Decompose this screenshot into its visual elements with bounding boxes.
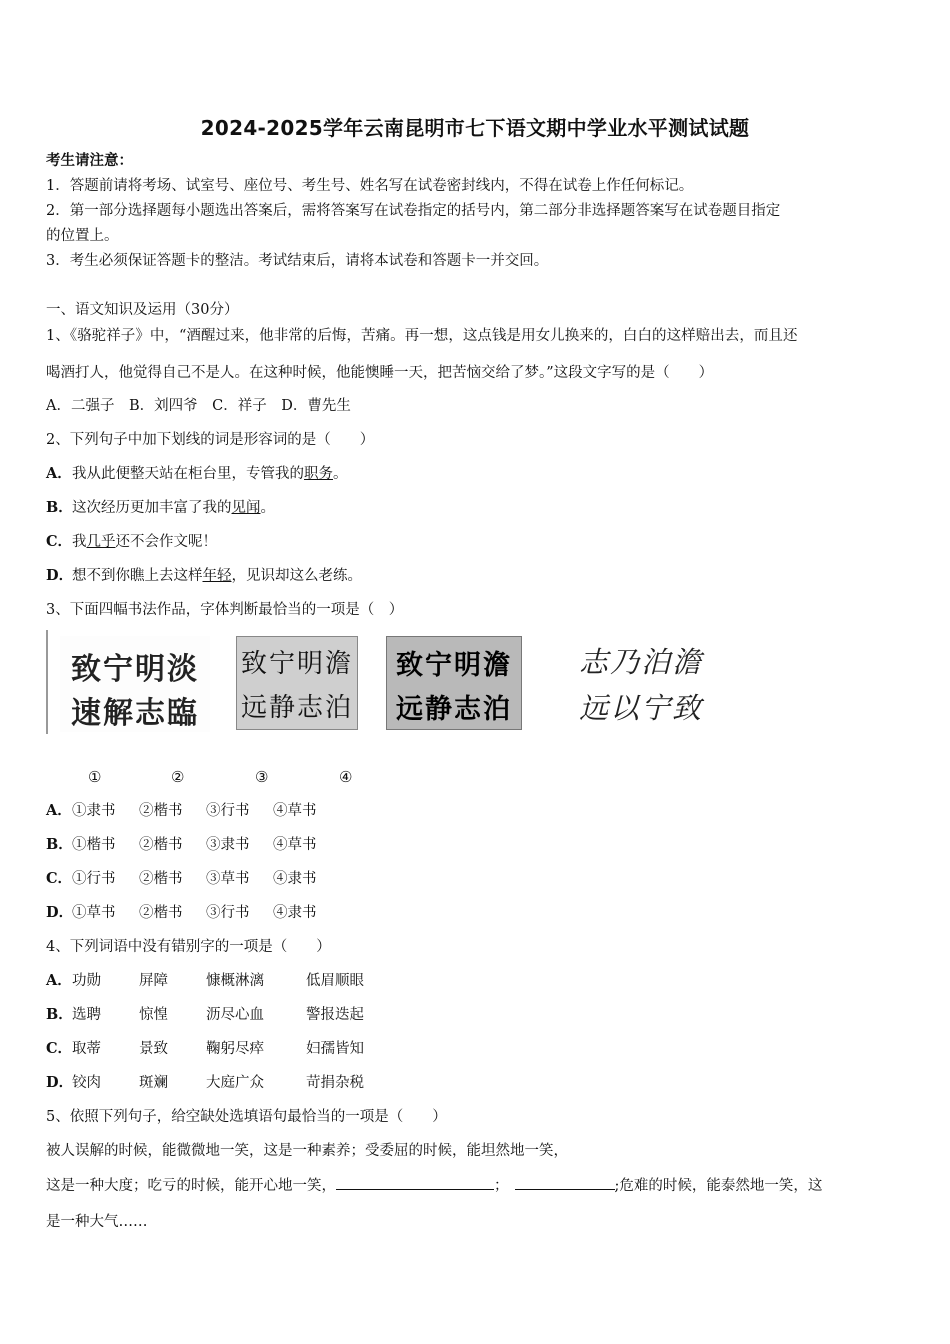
q5-line2 <box>46 1175 822 1196</box>
option-cell: ①隶书 <box>72 803 116 819</box>
notice-item-3: 3．考生必须保证答题卡的整洁。考试结束后，请将本试卷和答题卡一并交回。 <box>46 253 549 269</box>
option-cell: 妇孺皆知 <box>306 1041 364 1057</box>
q4-option-d <box>46 1073 364 1093</box>
fill-blank-1[interactable] <box>336 1175 494 1190</box>
calligraphy-text: 致宁明澹 <box>396 650 512 681</box>
option-cell: ③隶书 <box>206 837 250 853</box>
option-text: 还不会作文呢！ <box>115 534 217 550</box>
calligraphy-image-1 <box>60 636 210 732</box>
q5-text: ； <box>494 1178 509 1194</box>
q3-stem: 3、下面四幅书法作品，字体判断最恰当的一项是（ ） <box>46 602 404 618</box>
option-cell: ④草书 <box>273 803 317 819</box>
option-cell: ③行书 <box>206 803 250 819</box>
option-cell: 取蒂 <box>72 1041 101 1057</box>
underlined-word: 几乎 <box>86 534 116 550</box>
q1-line1: 1、《骆驼祥子》中，“酒醒过来，他非常的后悔，苦痛。再一想，这点钱是用女儿换来的，白白的这样赔出去，而且还 <box>46 328 798 344</box>
q5-text: 这是一种大度；吃亏的时候，能开心地一笑， <box>46 1178 336 1194</box>
option-cell: ③行书 <box>206 905 250 921</box>
option-text: 我从此便整天站在柜台里，专管我的 <box>72 466 304 482</box>
q3-option-d <box>46 903 317 923</box>
calligraphy-text: 远静志泊 <box>396 694 512 725</box>
option-cell: ②楷书 <box>139 905 183 921</box>
option-text: 。 <box>333 466 348 482</box>
q5-line3: 是一种大气…… <box>46 1214 148 1230</box>
option-label: A． <box>46 802 72 819</box>
option-text: 想不到你瞧上去这样 <box>72 568 203 584</box>
option-cell: ③草书 <box>206 871 250 887</box>
calligraphy-text: 远以宁致 <box>578 691 703 725</box>
option-label: C． <box>46 1040 73 1057</box>
image-number-1: ① <box>88 768 102 786</box>
notice-item-2: 2．第一部分选择题每小题选出答案后，需将答案写在试卷指定的括号内，第二部分非选择题答案写在试卷题目指定 <box>46 203 781 219</box>
option-label: B． <box>46 1006 73 1023</box>
option-cell: ④草书 <box>273 837 317 853</box>
q5-text: ;危难的时候，能泰然地一笑，这 <box>614 1178 823 1194</box>
q1-line2: 喝酒打人，他觉得自己不是人。在这种时候，他能懊睡一天，把苦恼交给了梦。”这段文字写的是（ ） <box>46 365 714 381</box>
option-cell: ②楷书 <box>139 803 183 819</box>
fill-blank-2[interactable] <box>515 1175 615 1190</box>
calligraphy-image-3 <box>386 636 522 730</box>
q3-option-a <box>46 801 317 821</box>
notice-item-1: 1．答题前请将考场、试室号、座位号、考生号、姓名写在试卷密封线内，不得在试卷上作任何标记。 <box>46 178 694 194</box>
q4-option-c <box>46 1039 364 1059</box>
calligraphy-image-2 <box>236 636 358 730</box>
calligraphy-text: 志乃泊澹 <box>578 645 703 679</box>
calligraphy-text: 远静志泊 <box>240 693 353 723</box>
image-edge <box>46 630 48 734</box>
q2-option-b <box>46 498 275 518</box>
image-number-4: ④ <box>339 768 353 786</box>
option-cell: ①楷书 <box>72 837 116 853</box>
exam-title: 2024-2025学年云南昆明市七下语文期中学业水平测试试题 <box>200 116 750 140</box>
option-label: D． <box>46 567 74 584</box>
calligraphy-images <box>46 630 726 738</box>
option-label: C． <box>46 870 73 887</box>
option-cell: 选聘 <box>72 1007 101 1023</box>
option-cell: 鞠躬尽瘁 <box>206 1041 264 1057</box>
option-cell: ①行书 <box>72 871 116 887</box>
calligraphy-text: 致宁明淡 <box>71 652 199 687</box>
option-cell: 慷概淋漓 <box>206 973 264 989</box>
option-cell: 斑斓 <box>139 1075 168 1091</box>
option-label: A． <box>46 972 72 989</box>
option-cell: 苛捐杂税 <box>306 1075 364 1091</box>
option-cell: ②楷书 <box>139 837 183 853</box>
option-cell: ④隶书 <box>273 871 317 887</box>
option-cell: 低眉顺眼 <box>306 973 364 989</box>
calligraphy-text: 速解志臨 <box>71 696 199 731</box>
q3-option-b <box>46 835 317 855</box>
q4-option-b <box>46 1005 364 1025</box>
option-label: C． <box>46 533 73 550</box>
q4-stem: 4、下列词语中没有错别字的一项是（ ） <box>46 939 331 955</box>
image-number-3: ③ <box>255 768 269 786</box>
option-text: 。 <box>260 500 275 516</box>
q1-options: A．二强子 B．刘四爷 C．祥子 D．曹先生 <box>46 398 351 414</box>
underlined-word: 见闻 <box>231 500 261 516</box>
option-cell: 屏障 <box>139 973 168 989</box>
q2-option-d <box>46 566 362 586</box>
option-label: A． <box>46 465 72 482</box>
option-text: 我 <box>72 534 87 550</box>
option-cell: 铰肉 <box>72 1075 101 1091</box>
section-heading: 一、语文知识及运用（30分） <box>46 302 239 318</box>
q2-option-a <box>46 464 348 484</box>
option-label: B． <box>46 499 73 516</box>
option-cell: 警报迭起 <box>306 1007 364 1023</box>
option-cell: ②楷书 <box>139 871 183 887</box>
option-cell: 功勋 <box>72 973 101 989</box>
q2-option-c <box>46 532 217 552</box>
option-label: B． <box>46 836 73 853</box>
image-number-2: ② <box>171 768 185 786</box>
option-text: ，见识却这么老练。 <box>231 568 362 584</box>
q5-line1: 被人误解的时候，能微微地一笑，这是一种素养；受委屈的时候，能坦然地一笑， <box>46 1143 568 1159</box>
notice-item-2-cont: 的位置上。 <box>46 228 119 244</box>
option-cell: 大庭广众 <box>206 1075 264 1091</box>
option-cell: 景致 <box>139 1041 168 1057</box>
calligraphy-image-4 <box>566 636 716 728</box>
option-label: D． <box>46 904 74 921</box>
option-cell: 沥尽心血 <box>206 1007 264 1023</box>
q2-stem: 2、下列句子中加下划线的词是形容词的是（ ） <box>46 432 375 448</box>
underlined-word: 年轻 <box>202 568 232 584</box>
underlined-word: 职务 <box>304 466 333 482</box>
option-text: 这次经历更加丰富了我的 <box>72 500 232 516</box>
q5-stem: 5、依照下列句子，给空缺处选填语句最恰当的一项是（ ） <box>46 1109 447 1125</box>
option-cell: ④隶书 <box>273 905 317 921</box>
notice-heading: 考生请注意： <box>46 152 133 169</box>
option-label: D． <box>46 1074 74 1091</box>
option-cell: 惊惶 <box>139 1007 168 1023</box>
option-cell: ①草书 <box>72 905 116 921</box>
q4-option-a <box>46 971 364 991</box>
calligraphy-text: 致宁明澹 <box>240 649 353 679</box>
q3-option-c <box>46 869 317 889</box>
